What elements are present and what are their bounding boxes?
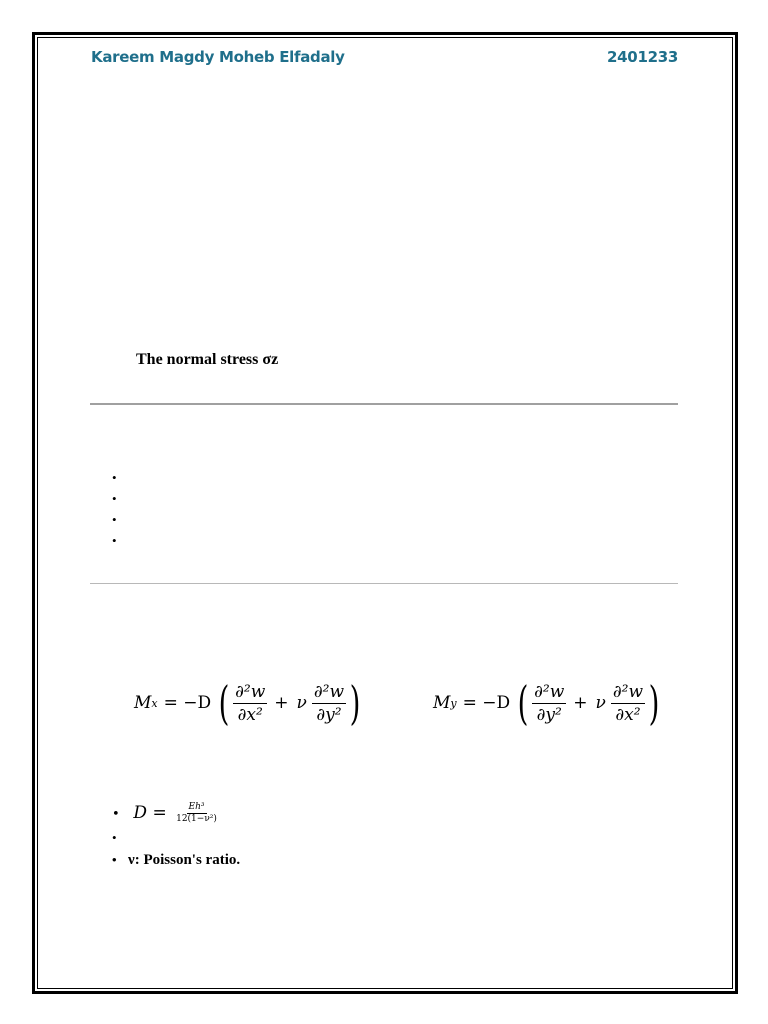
list-item-d-definition — [112, 798, 240, 828]
list-item — [112, 509, 128, 530]
fraction-2 — [611, 682, 645, 725]
eq-equals: = −D — [163, 693, 212, 713]
author-name: Kareem Magdy Moheb Elfadaly — [91, 48, 345, 66]
frac-num: ∂²w — [313, 681, 345, 702]
eq-equals: = −D — [462, 693, 511, 713]
definition-list — [112, 798, 240, 872]
section-heading: The normal stress σz — [136, 351, 279, 368]
paren-open: ( — [218, 676, 230, 730]
student-id: 2401233 — [607, 48, 678, 66]
fraction-1 — [532, 682, 566, 725]
nu-symbol: ν — [595, 693, 606, 713]
divider-bottom — [90, 583, 678, 584]
frac-den: ∂x² — [615, 704, 641, 725]
list-item-nu-definition: • ν: Poisson's ratio. — [112, 848, 240, 872]
frac-num: ∂²w — [235, 681, 266, 702]
d-frac-num: Eh³ — [188, 802, 205, 812]
d-frac-den: 12(1−ν²) — [176, 814, 217, 824]
paren-close: ) — [349, 676, 361, 730]
empty-bullet-list — [112, 467, 128, 551]
paren-close: ) — [648, 676, 660, 730]
eq-lhs: M — [134, 693, 152, 713]
d-lhs: D = — [133, 803, 167, 823]
fraction-1 — [233, 682, 267, 725]
frac-den: ∂y² — [316, 704, 342, 725]
equation-my — [433, 676, 661, 730]
frac-num: ∂²w — [612, 681, 644, 702]
eq-lhs-sub: y — [450, 696, 457, 710]
frac-den: ∂x² — [237, 704, 263, 725]
paren-open: ( — [517, 676, 529, 730]
plus-sign: + — [274, 693, 289, 713]
frac-num: ∂²w — [534, 681, 565, 702]
eq-lhs-sub: x — [151, 696, 158, 710]
eq-lhs: M — [433, 693, 451, 713]
list-item-blank — [112, 828, 240, 848]
list-item — [112, 530, 128, 551]
equation-mx — [134, 676, 362, 730]
d-fraction — [176, 802, 217, 825]
plus-sign: + — [573, 693, 588, 713]
list-item — [112, 488, 128, 509]
nu-symbol: ν — [296, 693, 307, 713]
fraction-2 — [312, 682, 346, 725]
frac-den: ∂y² — [536, 704, 562, 725]
list-item — [112, 467, 128, 488]
divider-top — [90, 403, 678, 405]
